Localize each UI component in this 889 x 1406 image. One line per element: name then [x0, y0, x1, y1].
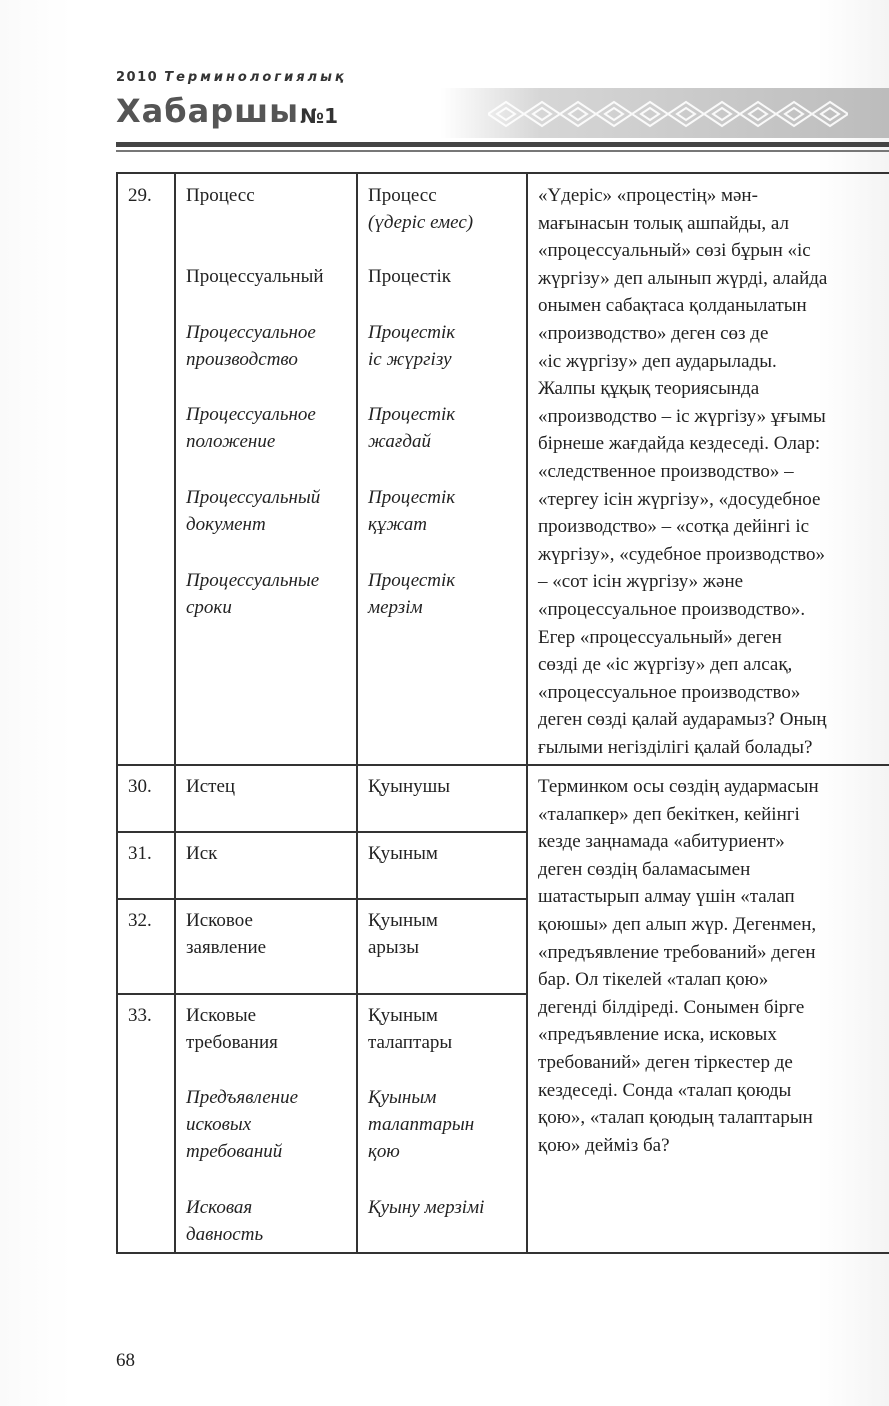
header-issue: №1 [300, 104, 338, 128]
term-ru: документ [186, 514, 266, 535]
row-number: 31. [128, 843, 152, 864]
comment-line: мағынасын толық ашпайды, ал [538, 212, 789, 234]
table-col-divider-1 [174, 172, 176, 1254]
comment-line: «процессуальный» сөзі бұрын «іс [538, 240, 811, 262]
comment-line: «талапкер» деп бекіткен, кейінгі [538, 803, 800, 825]
comment-line: бар. Ол тікелей «талап қою» [538, 969, 769, 991]
comment-line: «предъявление требований» деген [538, 941, 816, 963]
comment-line: шатастырып алмау үшін «талап [538, 886, 795, 908]
term-kk: Процестік [368, 266, 452, 287]
term-kk: Процестік [368, 570, 456, 591]
term-ru: положение [186, 431, 276, 452]
comment-line: қоюшы» деп алып жүр. Дегенмен, [538, 913, 817, 935]
row-number: 29. [128, 185, 152, 206]
comment-line: «процессуальное производство». [538, 598, 806, 620]
term-ru: Истец [186, 776, 236, 797]
term-ru: Исковое [186, 910, 253, 931]
term-ru: Процессуальное [186, 322, 316, 343]
term-kk: мерзім [368, 597, 423, 618]
comment-line: Егер «процессуальный» деген [538, 626, 782, 648]
header-rule-thin [116, 150, 889, 152]
table-border-left [116, 172, 118, 1254]
term-ru: Процесс [186, 185, 255, 206]
comment-line: жүргізу», «судебное производство» [538, 543, 825, 565]
term-kk: Қуынушы [368, 776, 451, 797]
comment-line: «іс жүргізу» деп аударылады. [538, 350, 777, 372]
term-kk: құжат [368, 514, 428, 535]
term-kk: талаптары [368, 1032, 453, 1053]
comment-line: «производство» деген сөз де [538, 322, 769, 344]
comment-line: қою», «талап қоюдың талаптарын [538, 1107, 813, 1129]
comment-line: кезде заңнамада «абитуриент» [538, 831, 785, 853]
term-kk-note: (үдеріс емес) [368, 212, 474, 233]
term-ru: Исковые [186, 1005, 257, 1026]
term-ru: исковых [186, 1114, 252, 1135]
comment-line: «следственное производство» – [538, 460, 794, 482]
comment-line: «производство – іс жүргізу» ұғымы [538, 405, 826, 427]
terms-table [116, 172, 889, 1254]
comment-line: «процессуальное производство» [538, 681, 801, 703]
term-kk: жағдай [368, 431, 431, 452]
comment-line: деген сөздің баламасымен [538, 858, 751, 880]
comment-line: кездеседі. Сонда «талап қоюды [538, 1079, 792, 1101]
term-kk: қою [368, 1141, 400, 1162]
term-ru: Процессуальные [186, 570, 320, 591]
term-kk: Процестік [368, 404, 456, 425]
comment-row-29 [538, 182, 827, 761]
term-ru: Исковая [186, 1197, 253, 1218]
table-border-bottom [116, 1252, 889, 1254]
table-border-top [116, 172, 889, 174]
row-number: 33. [128, 1005, 152, 1026]
term-ru: Процессуальный [186, 266, 324, 287]
comment-line: «предъявление иска, исковых [538, 1024, 777, 1046]
ornament-pattern-icon [488, 96, 848, 132]
comment-rows-30-33 [538, 773, 819, 1159]
table-col-divider-2 [356, 172, 358, 1254]
row-divider-32-33 [116, 993, 526, 995]
term-kk: Қуыным [368, 1087, 437, 1108]
term-kk: Процестік [368, 322, 456, 343]
comment-line: онымен сабақтаса қолданылатын [538, 295, 807, 317]
header-year: 2010 [116, 70, 159, 85]
term-ru: сроки [186, 597, 232, 618]
page-number: 68 [116, 1350, 135, 1371]
term-kk: Процестік [368, 487, 456, 508]
comment-line: – «сот ісін жүргізу» және [538, 571, 744, 593]
term-kk: Қуыным [368, 910, 438, 931]
term-ru: Иск [186, 843, 218, 864]
term-ru: давность [186, 1224, 264, 1245]
term-kk: Процесс [368, 185, 437, 206]
comment-line: Терминком осы сөздің аудармасын [538, 776, 819, 797]
header-rule-thick [116, 142, 889, 147]
header-journal-name: Терминологиялық [164, 70, 347, 85]
row-divider-29-30 [116, 764, 889, 766]
header-title: Хабаршы [116, 92, 300, 130]
term-ru: требований [186, 1141, 283, 1162]
term-ru: требования [186, 1032, 278, 1053]
term-kk: Қуыным [368, 843, 438, 864]
term-kk: іс жүргізу [368, 349, 452, 370]
row-number: 32. [128, 910, 152, 931]
row-divider-30-31 [116, 831, 526, 833]
comment-line: «тергеу ісін жүргізу», «досудебное [538, 488, 821, 510]
term-kk: Қуыным [368, 1005, 438, 1026]
row-number: 30. [128, 776, 152, 797]
comment-line: қою» дейміз ба? [538, 1134, 670, 1156]
term-ru: Предъявление [186, 1087, 299, 1108]
header-journal-line [116, 70, 347, 85]
comment-line: деген сөзді қалай аударамыз? Оның [538, 709, 827, 731]
term-ru: Процессуальный [186, 487, 321, 508]
comment-line: дегенді білдіреді. Сонымен бірге [538, 996, 805, 1018]
table-col-divider-3 [526, 172, 528, 1254]
comment-line: бірнеше жағдайда кездеседі. Олар: [538, 433, 821, 455]
term-kk: талаптарын [368, 1114, 475, 1135]
comment-line: «Үдеріс» «процестің» мән- [538, 185, 758, 206]
term-ru: заявление [186, 937, 267, 958]
comment-line: жүргізу» деп алынып жүрді, алайда [538, 267, 828, 289]
comment-line: требований» деген тіркестер де [538, 1051, 793, 1073]
comment-line: ғылыми негізділігі қалай болады? [538, 736, 813, 758]
term-kk: арызы [368, 937, 419, 958]
comment-line: сөзді де «іс жүргізу» деп алсақ, [538, 654, 793, 676]
term-kk: Қуыну мерзімі [368, 1197, 485, 1218]
term-ru: производство [186, 349, 298, 370]
row-divider-31-32 [116, 898, 526, 900]
comment-line: производство» – «сотқа дейінгі іс [538, 516, 810, 538]
comment-line: Жалпы құқық теориясында [538, 378, 760, 400]
term-ru: Процессуальное [186, 404, 316, 425]
